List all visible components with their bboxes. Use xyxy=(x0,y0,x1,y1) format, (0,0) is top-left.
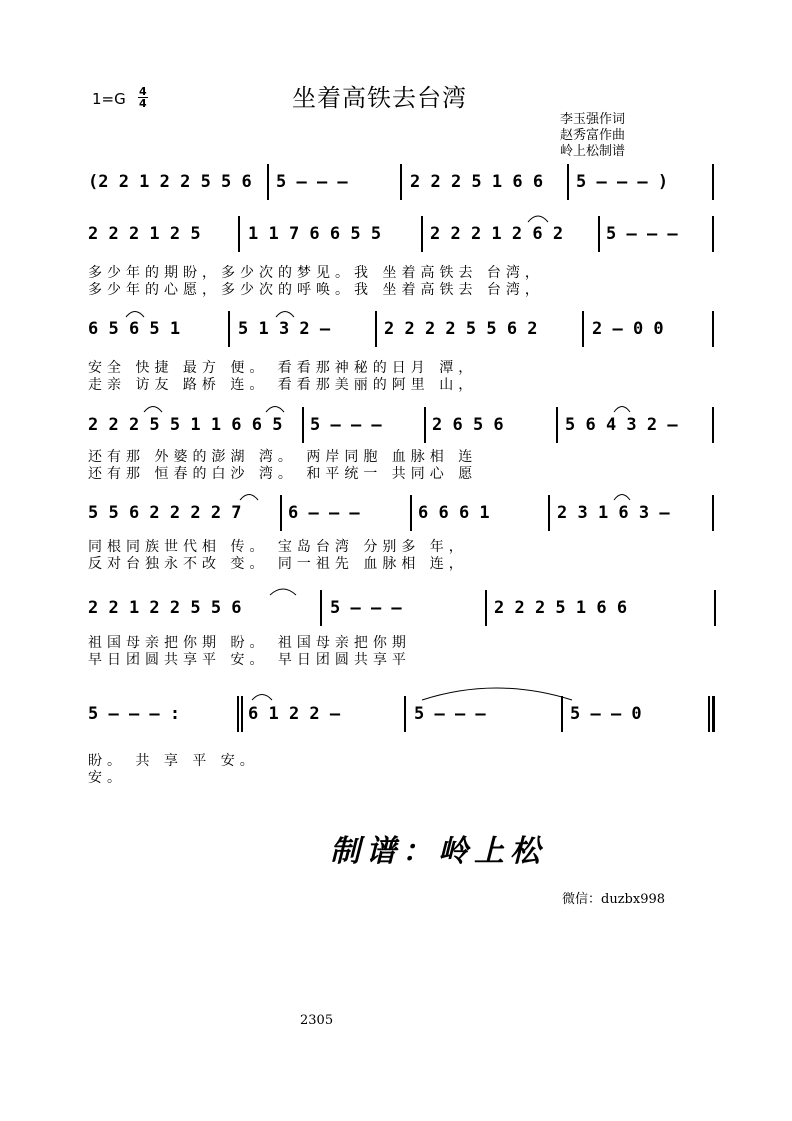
measure: 2 3 1 6 3 – xyxy=(557,503,670,523)
lyric-line: 走亲 访友 路桥 连。 看看那美丽的阿里 山， xyxy=(88,377,478,393)
measure: 5 – – – ) xyxy=(576,172,669,192)
measure: 2 – 0 0 xyxy=(592,319,664,339)
slur xyxy=(270,589,296,595)
slur xyxy=(126,312,144,318)
measure: 2 2 2 5 1 6 6 xyxy=(494,598,628,618)
lyric-line: 反对台独永不改 变。 同一祖先 血脉相 连， xyxy=(88,556,468,572)
measure: 2 2 2 2 5 5 6 2 xyxy=(384,319,538,339)
lyric-line: 安全 快捷 最方 便。 看看那神秘的日月 潭， xyxy=(88,360,478,376)
tie xyxy=(422,688,572,700)
slur xyxy=(276,312,294,318)
slur xyxy=(252,695,272,701)
signature: 制谱：岭上松 xyxy=(330,834,546,869)
slur xyxy=(614,495,630,501)
song-title: 坐着高铁去台湾 xyxy=(292,84,467,112)
time-denominator: 4 xyxy=(139,97,147,110)
page-number: 2305 xyxy=(300,1013,334,1028)
notation-credit: 岭上松制谱 xyxy=(560,144,626,159)
lyric-line: 多少年的心愿，多少次的呼唤。我 坐着高铁去 台湾， xyxy=(88,282,544,298)
measure: 5 – – – xyxy=(330,598,402,618)
measure: 5 1 3 2 – xyxy=(238,319,331,339)
composer-credit: 赵秀富作曲 xyxy=(560,128,626,143)
key-signature: 1=G xyxy=(92,90,126,108)
measure: 5 5 6 2 2 2 2 7 xyxy=(88,503,242,523)
lyric-line: 祖国母亲把你期 盼。 祖国母亲把你期 xyxy=(88,635,411,651)
measure: 2 2 1 2 2 5 5 6 xyxy=(88,598,242,618)
measure: 6 – – – xyxy=(288,503,360,523)
measure: 5 – – – xyxy=(310,415,382,435)
slur xyxy=(614,407,630,413)
time-numerator: 4 xyxy=(139,85,147,98)
lyric-line: 还有那 外婆的澎湖 湾。 两岸同胞 血脉相 连 xyxy=(88,449,478,465)
measure: (2 2 1 2 2 5 5 6 xyxy=(88,172,252,192)
measure: 2 2 2 1 2 5 xyxy=(88,224,201,244)
lyric-line: 早日团圆共享平 安。 早日团圆共享平 xyxy=(88,652,411,668)
slur xyxy=(144,407,162,413)
measure: 5 – – – : xyxy=(88,704,181,724)
wechat-contact: 微信：duzbx998 xyxy=(562,892,666,907)
lyric-line: 同根同族世代相 传。 宝岛台湾 分别多 年， xyxy=(88,539,468,555)
lyric-line: 还有那 恒春的白沙 湾。 和平统一 共同心 愿 xyxy=(88,466,478,482)
measure: 5 – – – xyxy=(606,224,678,244)
slur xyxy=(240,495,258,501)
lyricist-credit: 李玉强作词 xyxy=(560,112,626,127)
slur xyxy=(266,407,284,413)
lyric-line: 安。 xyxy=(88,770,126,786)
slur xyxy=(528,216,548,222)
measure: 5 – – – xyxy=(414,704,486,724)
lyric-line: 盼。 共 享 平 安。 xyxy=(88,753,259,769)
measure: 6 5 6 5 1 xyxy=(88,319,181,339)
measure: 2 2 2 5 1 6 6 xyxy=(410,172,544,192)
measure: 1 1 7 6 6 5 5 xyxy=(248,224,382,244)
measure: 5 – – – xyxy=(276,172,348,192)
measure: 6 1 2 2 – xyxy=(248,704,341,724)
measure: 6 6 6 1 xyxy=(418,503,490,523)
measure: 2 6 5 6 xyxy=(432,415,504,435)
measure: 5 – – 0 xyxy=(570,704,642,724)
measure: 2 2 2 1 2 6 2 xyxy=(430,224,564,244)
lyric-line: 多少年的期盼，多少次的梦见。我 坐着高铁去 台湾， xyxy=(88,265,544,281)
measure: 2 2 2 5 5 1 1 6 6 5 xyxy=(88,415,283,435)
measure: 5 6 4 3 2 – xyxy=(565,415,678,435)
